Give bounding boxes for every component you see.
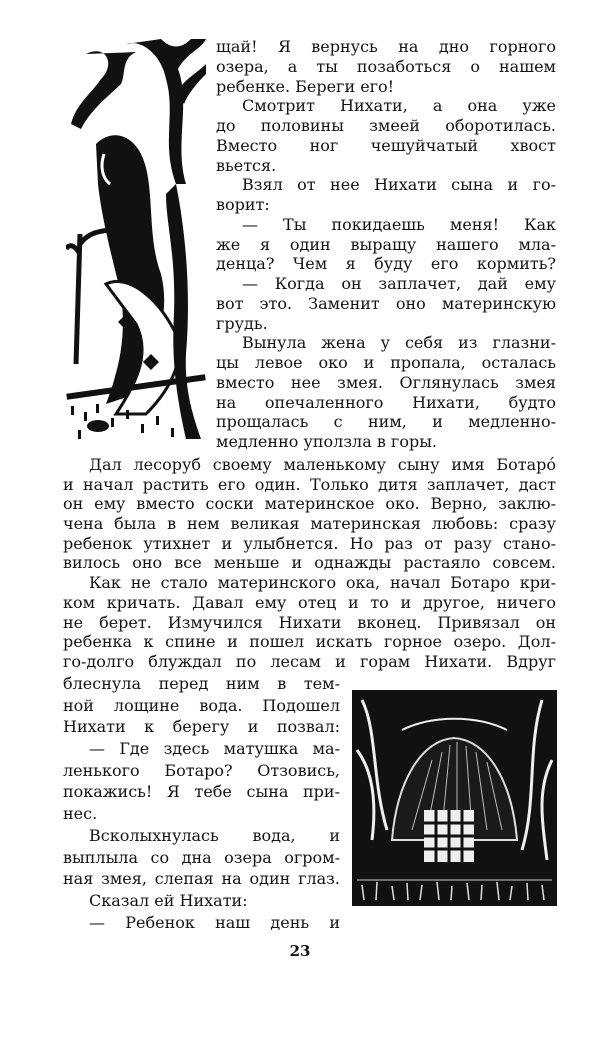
text-line: Взял от нее Нихати сына и го- — [242, 175, 556, 195]
text-line: выплыла со дна озера огром- — [63, 847, 340, 867]
text-line: ребенка к спине и пошел искать горное озеро. Дол- — [63, 632, 556, 652]
text-line: он ему вместо соски материнское око. Верно, заклю- — [63, 494, 556, 514]
text-line: покажись! Я тебе сына при- — [63, 782, 340, 802]
text-line: Вместо ног чешуйчатый хвост — [216, 135, 556, 155]
text-line: ная змея, слепая на один глаз. — [63, 869, 340, 889]
text-line: до половины змеей оборотилась. — [216, 116, 556, 135]
text-line: вот это. Заменит оно материнскую — [216, 293, 556, 313]
text-line: чена была в нем великая материнская любовь: сразу — [63, 514, 556, 534]
text-line: вилось оно все меньше и однажды растаяло совсем. — [63, 553, 556, 573]
text-line: вьется. — [216, 155, 277, 175]
left-text-column — [63, 673, 340, 933]
text-line: Сказал ей Нихати: — [89, 890, 248, 910]
page-number: 23 — [289, 942, 311, 960]
text-line: щай! Я вернусь на дно горного — [216, 37, 556, 56]
text-line: нес. — [63, 804, 98, 824]
text-line: ребенке. Береги его! — [216, 76, 395, 96]
illustration-woman-serpent — [66, 34, 208, 444]
text-line: Как не стало материнского ока, начал Ботаро кри- — [89, 573, 556, 593]
full-width-text — [63, 455, 556, 672]
text-line: прощалась с ним, и медленно- — [216, 412, 556, 432]
illustration-hut — [352, 690, 557, 906]
text-line: блеснула перед ним в тем- — [63, 674, 340, 693]
text-line: озера, а ты позаботься о нашем — [216, 56, 556, 76]
text-line: Всколыхнулась вода, и — [89, 825, 340, 845]
text-line: не берет. Измучился Нихати вконец. Привязал он — [63, 612, 556, 632]
text-line: — Где здесь матушка ма- — [89, 739, 340, 759]
text-line: ной лощине вода. Подошел — [63, 695, 340, 715]
right-text-column — [216, 37, 556, 452]
text-line: ком кричать. Давал ему отец и то и другое, ничего — [63, 592, 556, 612]
text-line: цы левое око и пропала, осталась — [216, 353, 556, 372]
text-line: ворит: — [216, 195, 270, 214]
text-line: грудь. — [216, 313, 268, 333]
text-line: Дал лесоруб своему маленькому сыну имя Ботаро́ — [89, 455, 556, 474]
text-line: Смотрит Нихати, а она уже — [242, 96, 556, 116]
text-line: го-долго блуждал по лесам и горам Нихати. Вдруг — [63, 651, 556, 671]
text-line: — Когда он заплачет, дай ему — [242, 274, 556, 293]
text-line: ребенок утихнет и улыбнется. Но раз от разу стано- — [63, 533, 556, 553]
text-line: ленького Ботаро? Отзовись, — [63, 760, 340, 780]
text-line: — Ребенок наш день и — [89, 912, 340, 932]
text-line: денца? Чем я буду его кормить? — [216, 254, 556, 274]
text-line: и начал растить его один. Только дитя заплачет, даст — [63, 474, 556, 494]
text-line: вместо нее змея. Оглянулась змея — [216, 372, 556, 392]
text-line: — Ты покидаешь меня! Как — [242, 214, 556, 234]
text-line: Вынула жена у себя из глазни- — [242, 333, 556, 353]
text-line: медленно уползла в горы. — [216, 432, 438, 451]
text-line: же я один выращу нашего мла- — [216, 234, 556, 254]
text-line: на опечаленного Нихати, будто — [216, 392, 556, 412]
text-line: Нихати к берегу и позвал: — [63, 717, 340, 737]
